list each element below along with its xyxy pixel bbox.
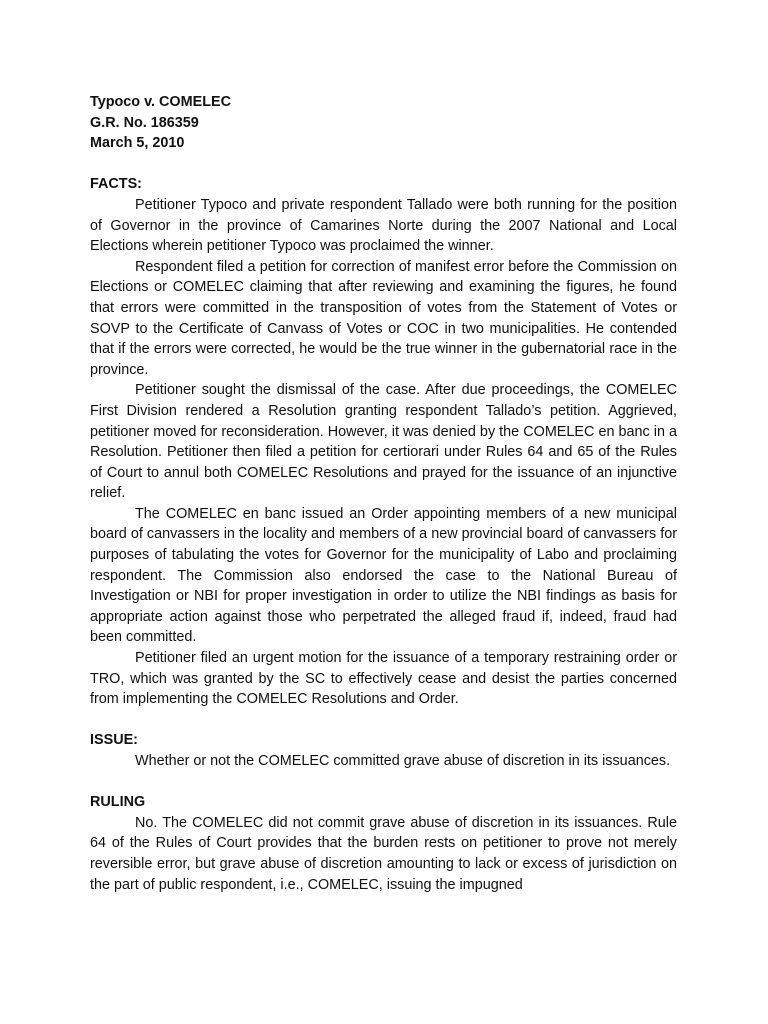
facts-heading: FACTS: <box>90 176 142 193</box>
case-date: March 5, 2010 <box>90 135 185 152</box>
facts-paragraph-2: Respondent filed a petition for correction of manifest error before the Commission on Elections or COMELEC claiming that after reviewing and examining the figures, he found that errors were committed in the transposition of votes from the Statement of Votes or SOVP to the Certificate of Canvass of Votes or COC in two municipalities. He contended that if the errors were corrected, he would be the true winner in the gubernatorial race in the province. <box>90 258 677 378</box>
gr-number: G.R. No. 186359 <box>90 114 199 131</box>
facts-paragraph-5: Petitioner filed an urgent motion for the issuance of a temporary restraining order or TRO, which was granted by the SC to effectively cease and desist the parties concerned from implementing the COMELEC Resolutions and Order. <box>90 650 677 708</box>
issue-paragraph-1: Whether or not the COMELEC committed grave abuse of discretion in its issuances. <box>135 753 671 769</box>
ruling-heading: RULING <box>90 794 146 811</box>
facts-paragraph-1: Petitioner Typoco and private respondent Tallado were both running for the position of Governor in the province of Camarines Norte during the 2007 National and Local Elections wherein petitioner Typoco was proclaimed the winner. <box>90 196 677 255</box>
spacer <box>90 154 677 175</box>
document-page <box>90 92 677 895</box>
case-title: Typoco v. COMELEC <box>90 94 231 110</box>
facts-paragraph-4: The COMELEC en banc issued an Order appointing members of a new municipal board of canvassers in the locality and members of a new provincial board of canvassers for purposes of tabulating the votes for Governor for the municipality of Labo and proclaiming respondent. The Commission also endorsed the case to the National Bureau of Investigation or NBI for proper investigation in order to utilize the NBI findings as basis for appropriate action against those who perpetrated the alleged fraud if, indeed, fraud had been committed. <box>90 505 677 646</box>
facts-paragraph-3: Petitioner sought the dismissal of the case. After due proceedings, the COMELEC First Division rendered a Resolution granting respondent Tallado’s petition. Aggrieved, petitioner moved for reconsideration. However, it was denied by the COMELEC en banc in a Resolution. Petitioner then filed a petition for certiorari under Rules 64 and 65 of the Rules of Court to annul both COMELEC Resolutions and prayed for the issuance of an injunctive relief. <box>90 382 677 502</box>
spacer <box>90 710 677 731</box>
ruling-paragraph-1: No. The COMELEC did not commit grave abuse of discretion in its issuances. Rule 64 of the Rules of Court provides that the burden rests on petitioner to prove not merely reversible error, but grave abuse of discretion amounting to lack or excess of jurisdiction on the part of public respondent, i.e., COMELEC, issuing the impugned <box>90 814 677 893</box>
issue-heading: ISSUE: <box>90 732 138 749</box>
spacer <box>90 772 677 793</box>
